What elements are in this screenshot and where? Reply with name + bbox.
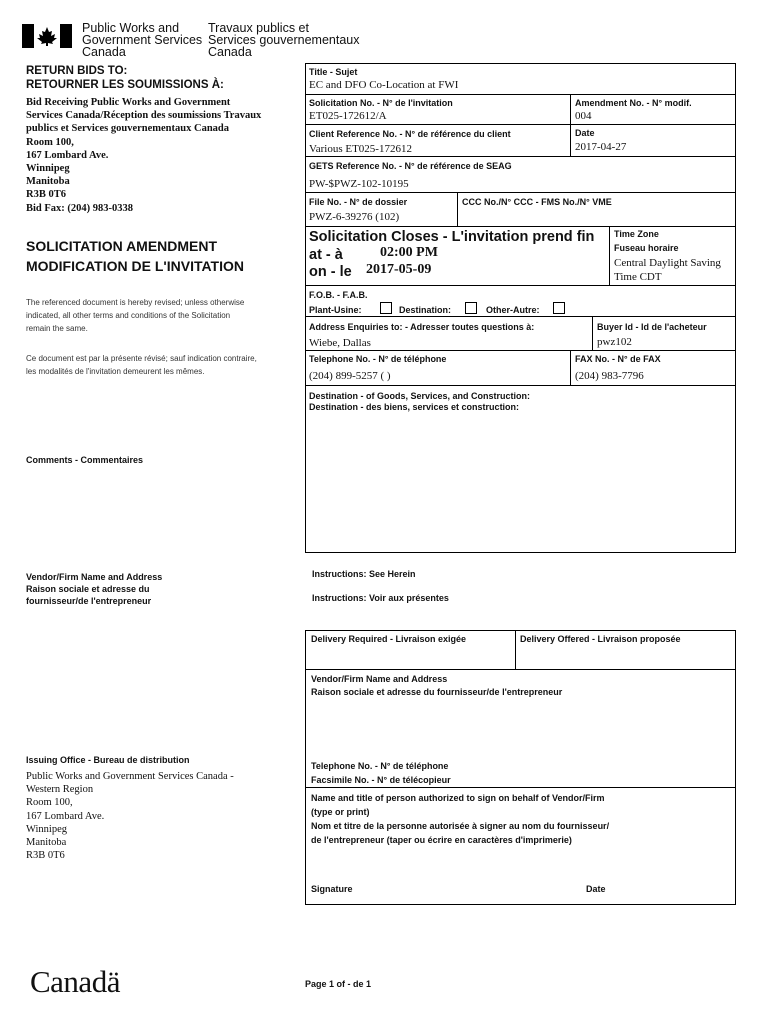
return-bids-address: Bid Receiving Public Works and Government Services Canada/Réception des soumissions Travaux publics et Services gouvernementaux Canada Room 100, 167 Lombard Ave. Winnipeg Manitoba R3B 0T6 Bid Fax: (204) 983-0338 [26, 97, 262, 214]
amendment-no-value: 004 [575, 110, 592, 122]
closing-time-value: 02:00 PM [380, 245, 438, 260]
plant-usine-checkbox[interactable] [380, 302, 392, 314]
vendor-contact-labels: Telephone No. - N° de téléphone Facsimile No. - N° de télécopieur [311, 761, 451, 785]
solicitation-no-label: Solicitation No. - N° de l'invitation [309, 98, 453, 108]
gets-ref-value: PW-$PWZ-102-10195 [309, 178, 409, 190]
issuing-office-label: Issuing Office - Bureau de distribution [26, 755, 190, 765]
other-autre-checkbox[interactable] [553, 302, 565, 314]
return-bids-title: RETURN BIDS TO: RETOURNER LES SOUMISSIONS À: [26, 65, 224, 91]
delivery-offered-label: Delivery Offered - Livraison proposée [520, 634, 681, 644]
gets-ref-label: GETS Reference No. - N° de référence de SEAG [309, 161, 512, 171]
address-enquiries-value: Wiebe, Dallas [309, 337, 371, 349]
destination-label: Destination: [399, 305, 452, 315]
amendment-no-label: Amendment No. - N° modif. [575, 98, 692, 108]
solicitation-closes-label: Solicitation Closes - L'invitation prend fin [309, 229, 595, 245]
telephone-value: (204) 899-5257 ( ) [309, 370, 391, 382]
department-name-fr: Travaux publics et Services gouvernementaux Canada [208, 21, 360, 59]
fax-label: FAX No. - N° de FAX [575, 354, 661, 364]
client-ref-label: Client Reference No. - N° de référence du client [309, 129, 511, 139]
file-no-label: File No. - N° de dossier [309, 197, 408, 207]
canada-wordmark: Canadä [30, 964, 120, 999]
vendor-firm-label: Vendor/Firm Name and Address Raison sociale et adresse du fournisseur/de l'entrepreneur [26, 572, 163, 606]
amendment-text-en: The referenced document is hereby revised; unless otherwise indicated, all other terms and conditions of the Solicitation remain the same. [26, 298, 245, 333]
time-zone-value-1: Central Daylight Saving [614, 257, 721, 269]
date-label: Date [575, 128, 595, 138]
signature-label: Signature [311, 884, 353, 894]
amendment-text-fr: Ce document est par la présente révisé; sauf indication contraire, les modalités de l'invitation demeurent les mêmes. [26, 354, 257, 376]
instructions-en: Instructions: See Herein [312, 569, 416, 579]
at-label: at - à [309, 247, 343, 263]
on-label: on - le [309, 264, 352, 280]
ccc-label: CCC No./N° CCC - FMS No./N° VME [462, 197, 612, 207]
plant-usine-label: Plant-Usine: [309, 305, 362, 315]
page-number: Page 1 of - de 1 [305, 979, 372, 989]
address-enquiries-label: Address Enquiries to: - Adresser toutes questions à: [309, 322, 535, 332]
closing-date-value: 2017-05-09 [366, 262, 432, 277]
authorized-person-label: Name and title of person authorized to sign on behalf of Vendor/Firm (type or print) Nom et titre de la personne autorisée à signer au nom du fournisseur/ de l'entrepreneur (taper ou écrire en caractères d'imprimerie) [311, 793, 610, 845]
destination-goods-label: Destination - of Goods, Services, and Construction: Destination - des biens, services et construction: [309, 391, 531, 412]
telephone-label: Telephone No. - N° de téléphone [309, 354, 447, 364]
vendor-firm-name-label: Vendor/Firm Name and Address Raison sociale et adresse du fournisseur/de l'entrepreneur [311, 674, 563, 697]
other-autre-label: Other-Autre: [486, 305, 540, 315]
department-name-en: Public Works and Government Services Canada [82, 21, 203, 59]
client-ref-value: Various ET025-172612 [309, 143, 412, 155]
signature-date-label: Date [586, 884, 606, 894]
issuing-office-address: Public Works and Government Services Canada - Western Region Room 100, 167 Lombard Ave. Winnipeg Manitoba R3B 0T6 [26, 771, 234, 862]
comments-label: Comments - Commentaires [26, 455, 144, 465]
canada-flag-icon [22, 24, 72, 48]
date-value: 2017-04-27 [575, 141, 627, 153]
solicitation-no-value: ET025-172612/A [309, 110, 387, 122]
fax-value: (204) 983-7796 [575, 370, 644, 382]
instructions-fr: Instructions: Voir aux présentes [312, 593, 449, 603]
fob-label: F.O.B. - F.A.B. [309, 290, 368, 300]
amendment-title: SOLICITATION AMENDMENT MODIFICATION DE L'INVITATION [26, 238, 244, 274]
fuseau-horaire-label: Fuseau horaire [614, 243, 679, 253]
file-no-value: PWZ-6-39276 (102) [309, 211, 400, 223]
destination-checkbox[interactable] [465, 302, 477, 314]
buyer-id-label: Buyer Id - Id de l'acheteur [597, 322, 707, 332]
time-zone-label: Time Zone [614, 229, 659, 239]
time-zone-value-2: Time CDT [614, 271, 662, 283]
title-value: EC and DFO Co-Location at FWI [309, 79, 459, 91]
delivery-required-label: Delivery Required - Livraison exigée [311, 634, 467, 644]
buyer-id-value: pwz102 [597, 336, 632, 348]
title-label: Title - Sujet [309, 67, 358, 77]
